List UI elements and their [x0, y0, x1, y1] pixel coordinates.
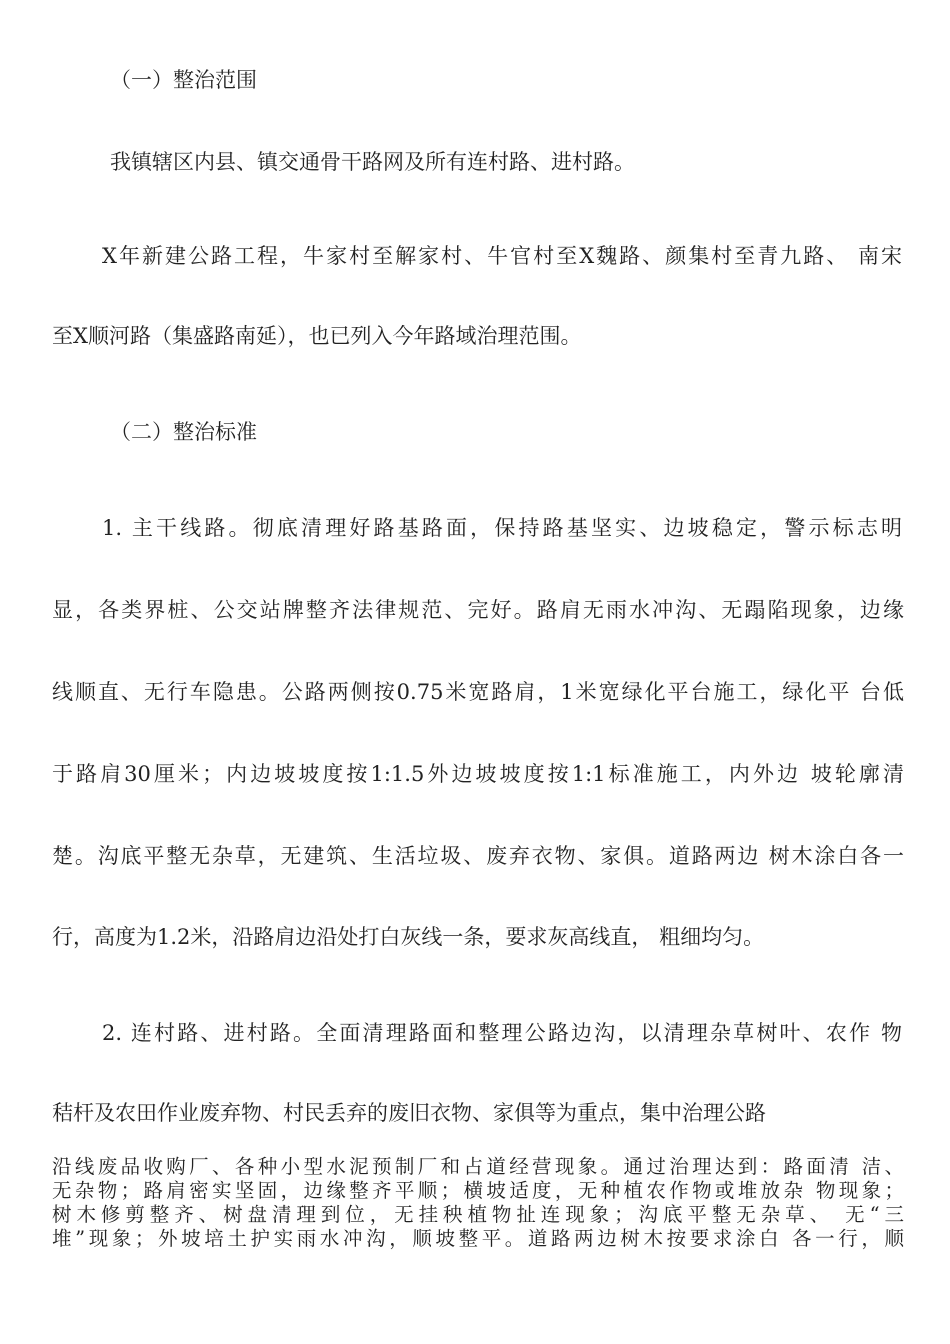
item2-line-5: 树木修剪整齐、树盘清理到位，无挂秧植物扯连现象；沟底平整无杂草、 无“三 — [52, 1203, 904, 1226]
section2-heading: （二）整治标准 — [110, 420, 257, 444]
section1-heading: （一）整治范围 — [110, 68, 257, 92]
item1-line-3: 线顺直、无行车隐患。公路两侧按0.75米宽路肩，1米宽绿化平台施工，绿化平 台低 — [52, 680, 904, 704]
section1-paragraph-2-line-1: X年新建公路工程，牛家村至解家村、牛官村至X魏路、颜集村至青九路、 南宋 — [102, 244, 902, 268]
item1-line-2: 显，各类界桩、公交站牌整齐法律规范、完好。路肩无雨水冲沟、无蹋陷现象，边缘 — [52, 598, 904, 622]
item2-line-1: 2. 连村路、进村路。全面清理路面和整理公路边沟，以清理杂草树叶、农作 物 — [102, 1021, 902, 1045]
item1-line-1: 1. 主干线路。彻底清理好路基路面，保持路基坚实、边坡稳定，警示标志明 — [102, 516, 902, 540]
item2-line-3: 沿线废品收购厂、各种小型水泥预制厂和占道经营现象。通过治理达到：路面清 洁、 — [52, 1155, 904, 1178]
section1-paragraph-1: 我镇辖区内县、镇交通骨干路网及所有连村路、进村路。 — [110, 150, 635, 174]
item1-line-6: 行，高度为1.2米，沿路肩边沿处打白灰线一条，要求灰高线直， 粗细均匀。 — [52, 925, 765, 949]
item2-line-2: 秸杆及农田作业废弃物、村民丢弃的废旧衣物、家俱等为重点，集中治理公路 — [52, 1101, 766, 1125]
item2-dense-block — [52, 1155, 904, 1251]
item1-line-4: 于路肩30厘米；内边坡坡度按1:1.5外边坡坡度按1:1标准施工，内外边 坡轮廓清 — [52, 762, 904, 786]
item2-line-4: 无杂物；路肩密实坚固，边缘整齐平顺；横坡适度，无种植农作物或堆放杂 物现象； — [52, 1179, 904, 1202]
section1-paragraph-2-line-2: 至X顺河路（集盛路南延），也已列入今年路域治理范围。 — [52, 324, 582, 348]
item1-line-5: 楚。沟底平整无杂草，无建筑、生活垃圾、废弃衣物、家俱。道路两边 树木涂白各一 — [52, 844, 904, 868]
item2-line-6: 堆”现象；外坡培土护实雨水冲沟，顺坡整平。道路两边树木按要求涂白 各一行，顺 — [52, 1227, 904, 1250]
